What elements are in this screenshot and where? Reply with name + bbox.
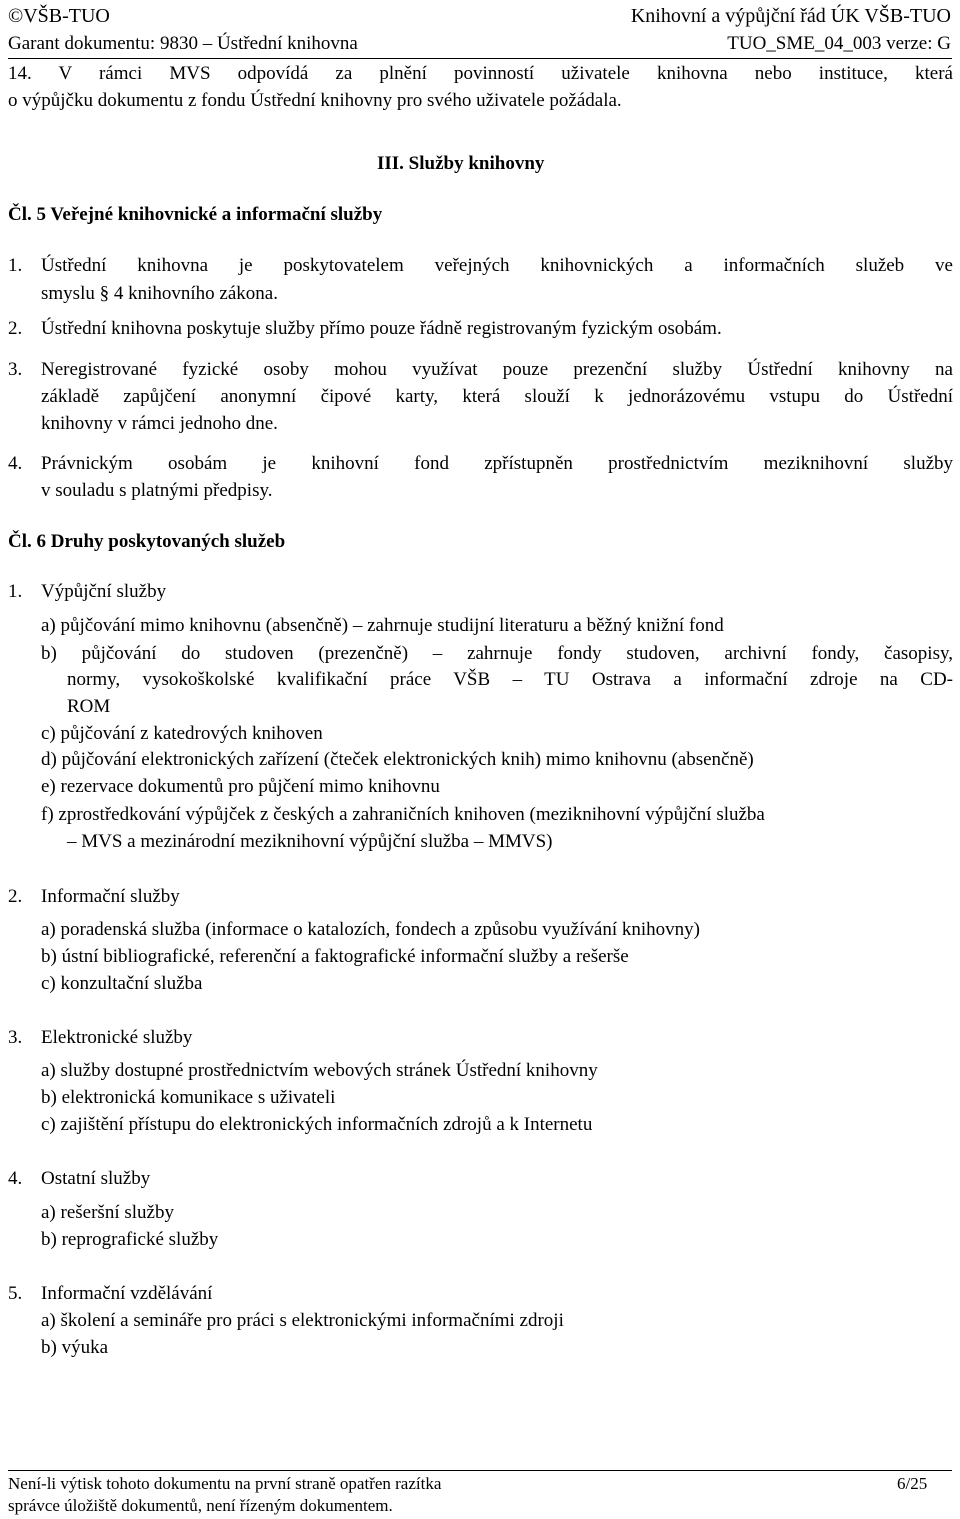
list-number: 1. bbox=[8, 581, 23, 602]
paragraph-line: Ústřední knihovna je poskytovatelem veřejných knihovnických a informačních služeb ve bbox=[41, 255, 953, 276]
service-item: b) reprografické služby bbox=[41, 1229, 219, 1250]
service-item: a) služby dostupné prostřednictvím webových stránek Ústřední knihovny bbox=[41, 1060, 598, 1081]
service-item: a) rešeršní služby bbox=[41, 1202, 174, 1223]
footer-rule bbox=[8, 1470, 952, 1471]
list-number: 5. bbox=[8, 1283, 23, 1304]
list-number: 2. bbox=[8, 318, 23, 339]
paragraph-line: Neregistrované fyzické osoby mohou využívat pouze prezenční služby Ústřední knihovny na bbox=[41, 359, 953, 380]
service-item: a) poradenská služba (informace o katalozích, fondech a způsobu využívání knihovny) bbox=[41, 919, 700, 940]
paragraph-line: smyslu § 4 knihovního zákona. bbox=[41, 283, 278, 304]
list-number: 3. bbox=[8, 1027, 23, 1048]
service-item: normy, vysokoškolské kvalifikační práce VŠB – TU Ostrava a informační zdroje na CD- bbox=[67, 669, 953, 690]
page-number: 6/25 bbox=[897, 1474, 928, 1493]
article-5-title: Čl. 5 Veřejné knihovnické a informační služby bbox=[8, 204, 383, 225]
list-number: 3. bbox=[8, 359, 23, 380]
service-item: b) půjčování do studoven (prezenčně) – zahrnuje fondy studoven, archivní fondy, časopisy, bbox=[41, 643, 953, 664]
list-number: 1. bbox=[8, 255, 23, 276]
service-item: b) výuka bbox=[41, 1337, 109, 1358]
header-guarantor: Garant dokumentu: 9830 – Ústřední knihovna bbox=[8, 33, 358, 54]
header-copyright: ©VŠB-TUO bbox=[8, 5, 110, 27]
list-number: 4. bbox=[8, 1168, 23, 1189]
header-document-code: TUO_SME_04_003 verze: G bbox=[727, 33, 951, 54]
service-group-title: Výpůjční služby bbox=[41, 581, 167, 602]
service-item: ROM bbox=[67, 696, 111, 717]
service-item: c) konzultační služba bbox=[41, 973, 203, 994]
paragraph-line: v souladu s platnými předpisy. bbox=[41, 480, 273, 501]
service-group-title: Informační vzdělávání bbox=[41, 1283, 213, 1304]
service-item: b) ústní bibliografické, referenční a faktografické informační služby a rešerše bbox=[41, 946, 629, 967]
service-item: a) půjčování mimo knihovnu (absenčně) – zahrnuje studijní literaturu a běžný knižní fond bbox=[41, 615, 724, 636]
article-6-title: Čl. 6 Druhy poskytovaných služeb bbox=[8, 531, 286, 552]
service-group-title: Elektronické služby bbox=[41, 1027, 193, 1048]
service-item: c) zajištění přístupu do elektronických informačních zdrojů a k Internetu bbox=[41, 1114, 593, 1135]
service-group-title: Informační služby bbox=[41, 886, 180, 907]
service-item: c) půjčování z katedrových knihoven bbox=[41, 723, 323, 744]
footer-notice: Není-li výtisk tohoto dokumentu na první straně opatřen razítka bbox=[8, 1474, 442, 1493]
service-item: b) elektronická komunikace s uživateli bbox=[41, 1087, 336, 1108]
paragraph-14-line: 14. V rámci MVS odpovídá za plnění povinností uživatele knihovna nebo instituce, která bbox=[8, 63, 953, 84]
service-item: – MVS a mezinárodní meziknihovní výpůjční služba – MMVS) bbox=[67, 831, 553, 852]
section-title: III. Služby knihovny bbox=[377, 153, 545, 174]
header-document-title: Knihovní a výpůjční řád ÚK VŠB-TUO bbox=[630, 5, 951, 27]
service-group-title: Ostatní služby bbox=[41, 1168, 151, 1189]
service-item: e) rezervace dokumentů pro půjčení mimo knihovnu bbox=[41, 776, 440, 797]
paragraph-line: knihovny v rámci jednoho dne. bbox=[41, 413, 278, 434]
paragraph-14-line: o výpůjčku dokumentu z fondu Ústřední knihovny pro svého uživatele požádala. bbox=[8, 90, 622, 111]
paragraph-line: Ústřední knihovna poskytuje služby přímo pouze řádně registrovaným fyzickým osobám. bbox=[41, 318, 722, 339]
header-rule bbox=[8, 58, 952, 59]
paragraph-line: základě zapůjčení anonymní čipové karty, která slouží k jednorázovému vstupu do Ústřední bbox=[41, 386, 953, 407]
service-item: a) školení a semináře pro práci s elektronickými informačními zdroji bbox=[41, 1310, 564, 1331]
paragraph-line: Právnickým osobám je knihovní fond zpřístupněn prostřednictvím meziknihovní služby bbox=[41, 453, 953, 474]
service-item: f) zprostředkování výpůjček z českých a zahraničních knihoven (meziknihovní výpůjční služba bbox=[41, 804, 765, 825]
footer-notice: správce úložiště dokumentů, není řízeným dokumentem. bbox=[8, 1496, 393, 1515]
service-item: d) půjčování elektronických zařízení (čteček elektronických knih) mimo knihovnu (absenčně) bbox=[41, 749, 754, 770]
list-number: 2. bbox=[8, 886, 23, 907]
list-number: 4. bbox=[8, 453, 23, 474]
